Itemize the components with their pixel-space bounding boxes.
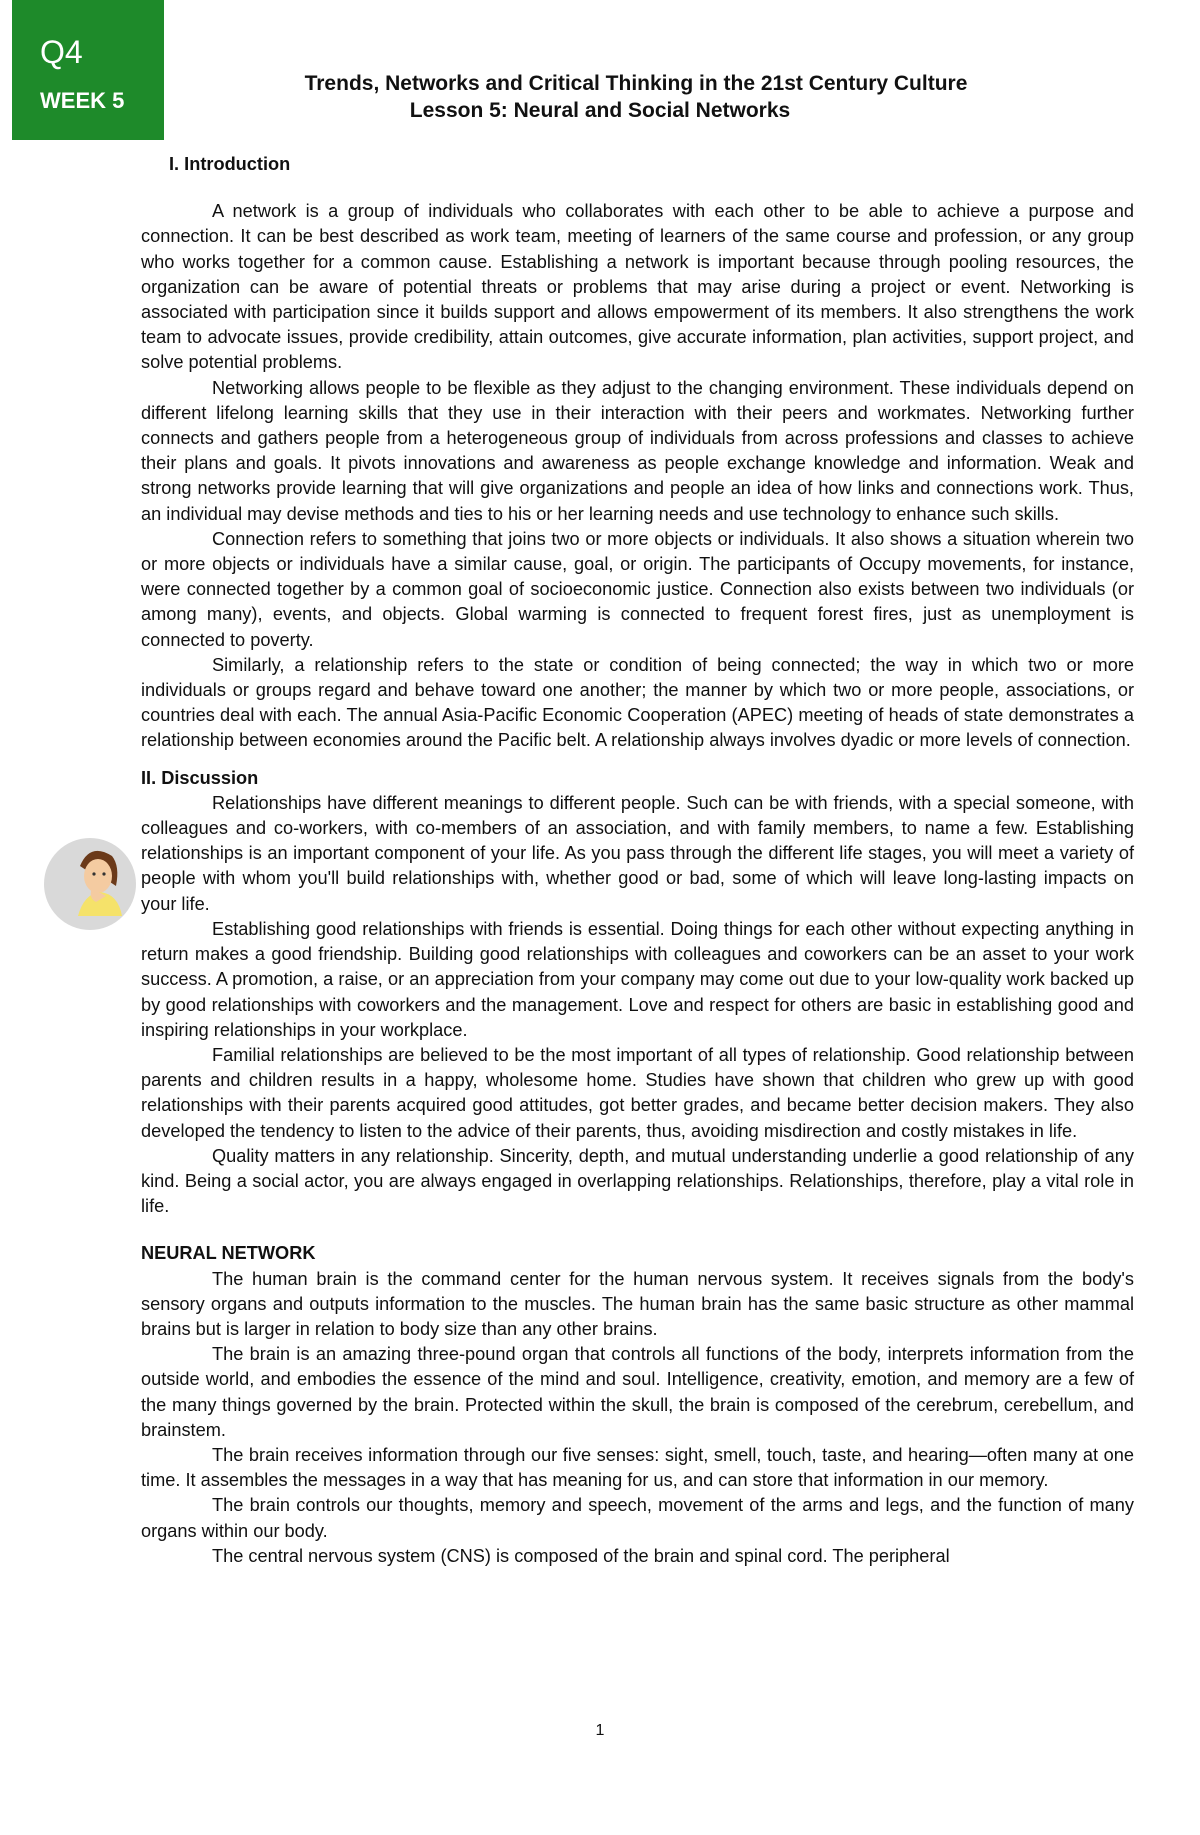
week-label: WEEK 5	[40, 88, 125, 113]
discussion-heading: II. Discussion	[141, 767, 259, 788]
intro-paragraph-4: Similarly, a relationship refers to the state or condition of being connected; the way in which two or more individuals or groups regard and behave toward one another; the manner by which two or more people, associations, or countries deal with each. The annual Asia-Pacific Economic Cooperation (APEC) meeting of heads of state demonstrates a relationship between economies around the Pacific belt. A relationship always involves dyadic or more levels of connection.	[141, 654, 1134, 751]
discussion-paragraph-4: Quality matters in any relationship. Sincerity, depth, and mutual understanding underlie a good relationship of any kind. Being a social actor, you are always engaged in overlapping relationships. Relationships, therefore, play a vital role in life.	[141, 1145, 1134, 1217]
introduction-heading: I. Introduction	[169, 154, 291, 174]
document-title: Trends, Networks and Critical Thinking in the 21st Century Culture	[304, 72, 968, 95]
page-number: 1	[595, 1722, 605, 1739]
neural-paragraph-3: The brain receives information through our five senses: sight, smell, touch, taste, and hearing—often many at one time. It assembles the messages in a way that has meaning for us, and can store that information in our memory.	[141, 1444, 1134, 1491]
intro-paragraph-2: Networking allows people to be flexible as they adjust to the changing environment. These individuals depend on different lifelong learning skills that they use in their interaction with their peers and workmates. Networking further connects and gathers people from a heterogeneous group of individuals from across professions and classes to achieve their plans and goals. It pivots innovations and awareness as people exchange knowledge and information. Weak and strong networks provide learning that will give organizations and people an idea of how links and connections work. Thus, an individual may devise methods and ties to his or her learning needs and use technology to enhance such skills.	[141, 377, 1134, 524]
thinking-girl-icon	[40, 826, 148, 932]
neural-paragraph-4: The brain controls our thoughts, memory and speech, movement of the arms and legs, and the function of many organs within our body.	[141, 1495, 1134, 1541]
discussion-paragraph-1: Relationships have different meanings to different people. Such can be with friends, with a special someone, with colleagues and co-workers, with co-members of an association, and with family members, to name a few. Establishing relationships is an important component of your life. As you pass through the different life stages, you will meet a variety of people with whom you'll build relationships with, whether good or bad, some of which will leave long-lasting impacts on your life.	[141, 792, 1134, 914]
document-body	[141, 152, 1134, 1569]
neural-paragraph-1: The human brain is the command center for the human nervous system. It receives signals from the body's sensory organs and outputs information to the muscles. The human brain has the same basic structure as other mammal brains but is larger in relation to body size than any other brains.	[141, 1268, 1134, 1339]
intro-paragraph-1: A network is a group of individuals who collaborates with each other to be able to achieve a purpose and connection. It can be best described as work team, meeting of learners of the same course and profession, or any group who works together for a common cause. Establishing a network is important because through pooling resources, the organization can be aware of potential threats or problems that may arise during a project or event. Networking is associated with participation since it builds support and allows empowerment of its members. It also strengthens the work team to advocate issues, provide credibility, attain outcomes, give accurate information, plan activities, support project, and solve potential problems.	[141, 201, 1134, 373]
intro-paragraph-3: Connection refers to something that joins two or more objects or individuals. It also shows a situation wherein two or more objects or individuals have a similar cause, goal, or origin. The participants of Occupy movements, for instance, were connected together by a common goal of socioeconomic justice. Connection also exists between two individuals (or among many), events, and objects. Global warming is connected to frequent forest fires, just as unemployment is connected to poverty.	[141, 528, 1134, 650]
neural-paragraph-2: The brain is an amazing three-pound organ that controls all functions of the body, interprets information from the outside world, and embodies the essence of the mind and soul. Intelligence, creativity, emotion, and memory are a few of the many things governed by the brain. Protected within the skull, the brain is composed of the cerebrum, cerebellum, and brainstem.	[141, 1344, 1134, 1440]
quarter-label: Q4	[40, 34, 83, 70]
discussion-paragraph-2: Establishing good relationships with friends is essential. Doing things for each other without expecting anything in return makes a good friendship. Building good relationships with colleagues and coworkers can be an asset to your work success. A promotion, a raise, or an appreciation from your company may come out due to your low-quality work backed up by good relationships with coworkers and the management. Love and respect for others are basic in establishing good and inspiring relationships in your workplace.	[141, 918, 1134, 1040]
neural-network-heading: NEURAL NETWORK	[141, 1243, 316, 1264]
lesson-title: Lesson 5: Neural and Social Networks	[409, 99, 791, 122]
neural-paragraph-5: The central nervous system (CNS) is composed of the brain and spinal cord. The peripheral	[212, 1545, 950, 1566]
discussion-paragraph-3: Familial relationships are believed to be the most important of all types of relationship. Good relationship between parents and children results in a happy, wholesome home. Studies have shown that children who grew up with good relationships with their parents acquired good attitudes, got better grades, and became better decision makers. They also developed the tendency to listen to the advice of their parents, thus, avoiding misdirection and costly mistakes in life.	[141, 1044, 1134, 1141]
